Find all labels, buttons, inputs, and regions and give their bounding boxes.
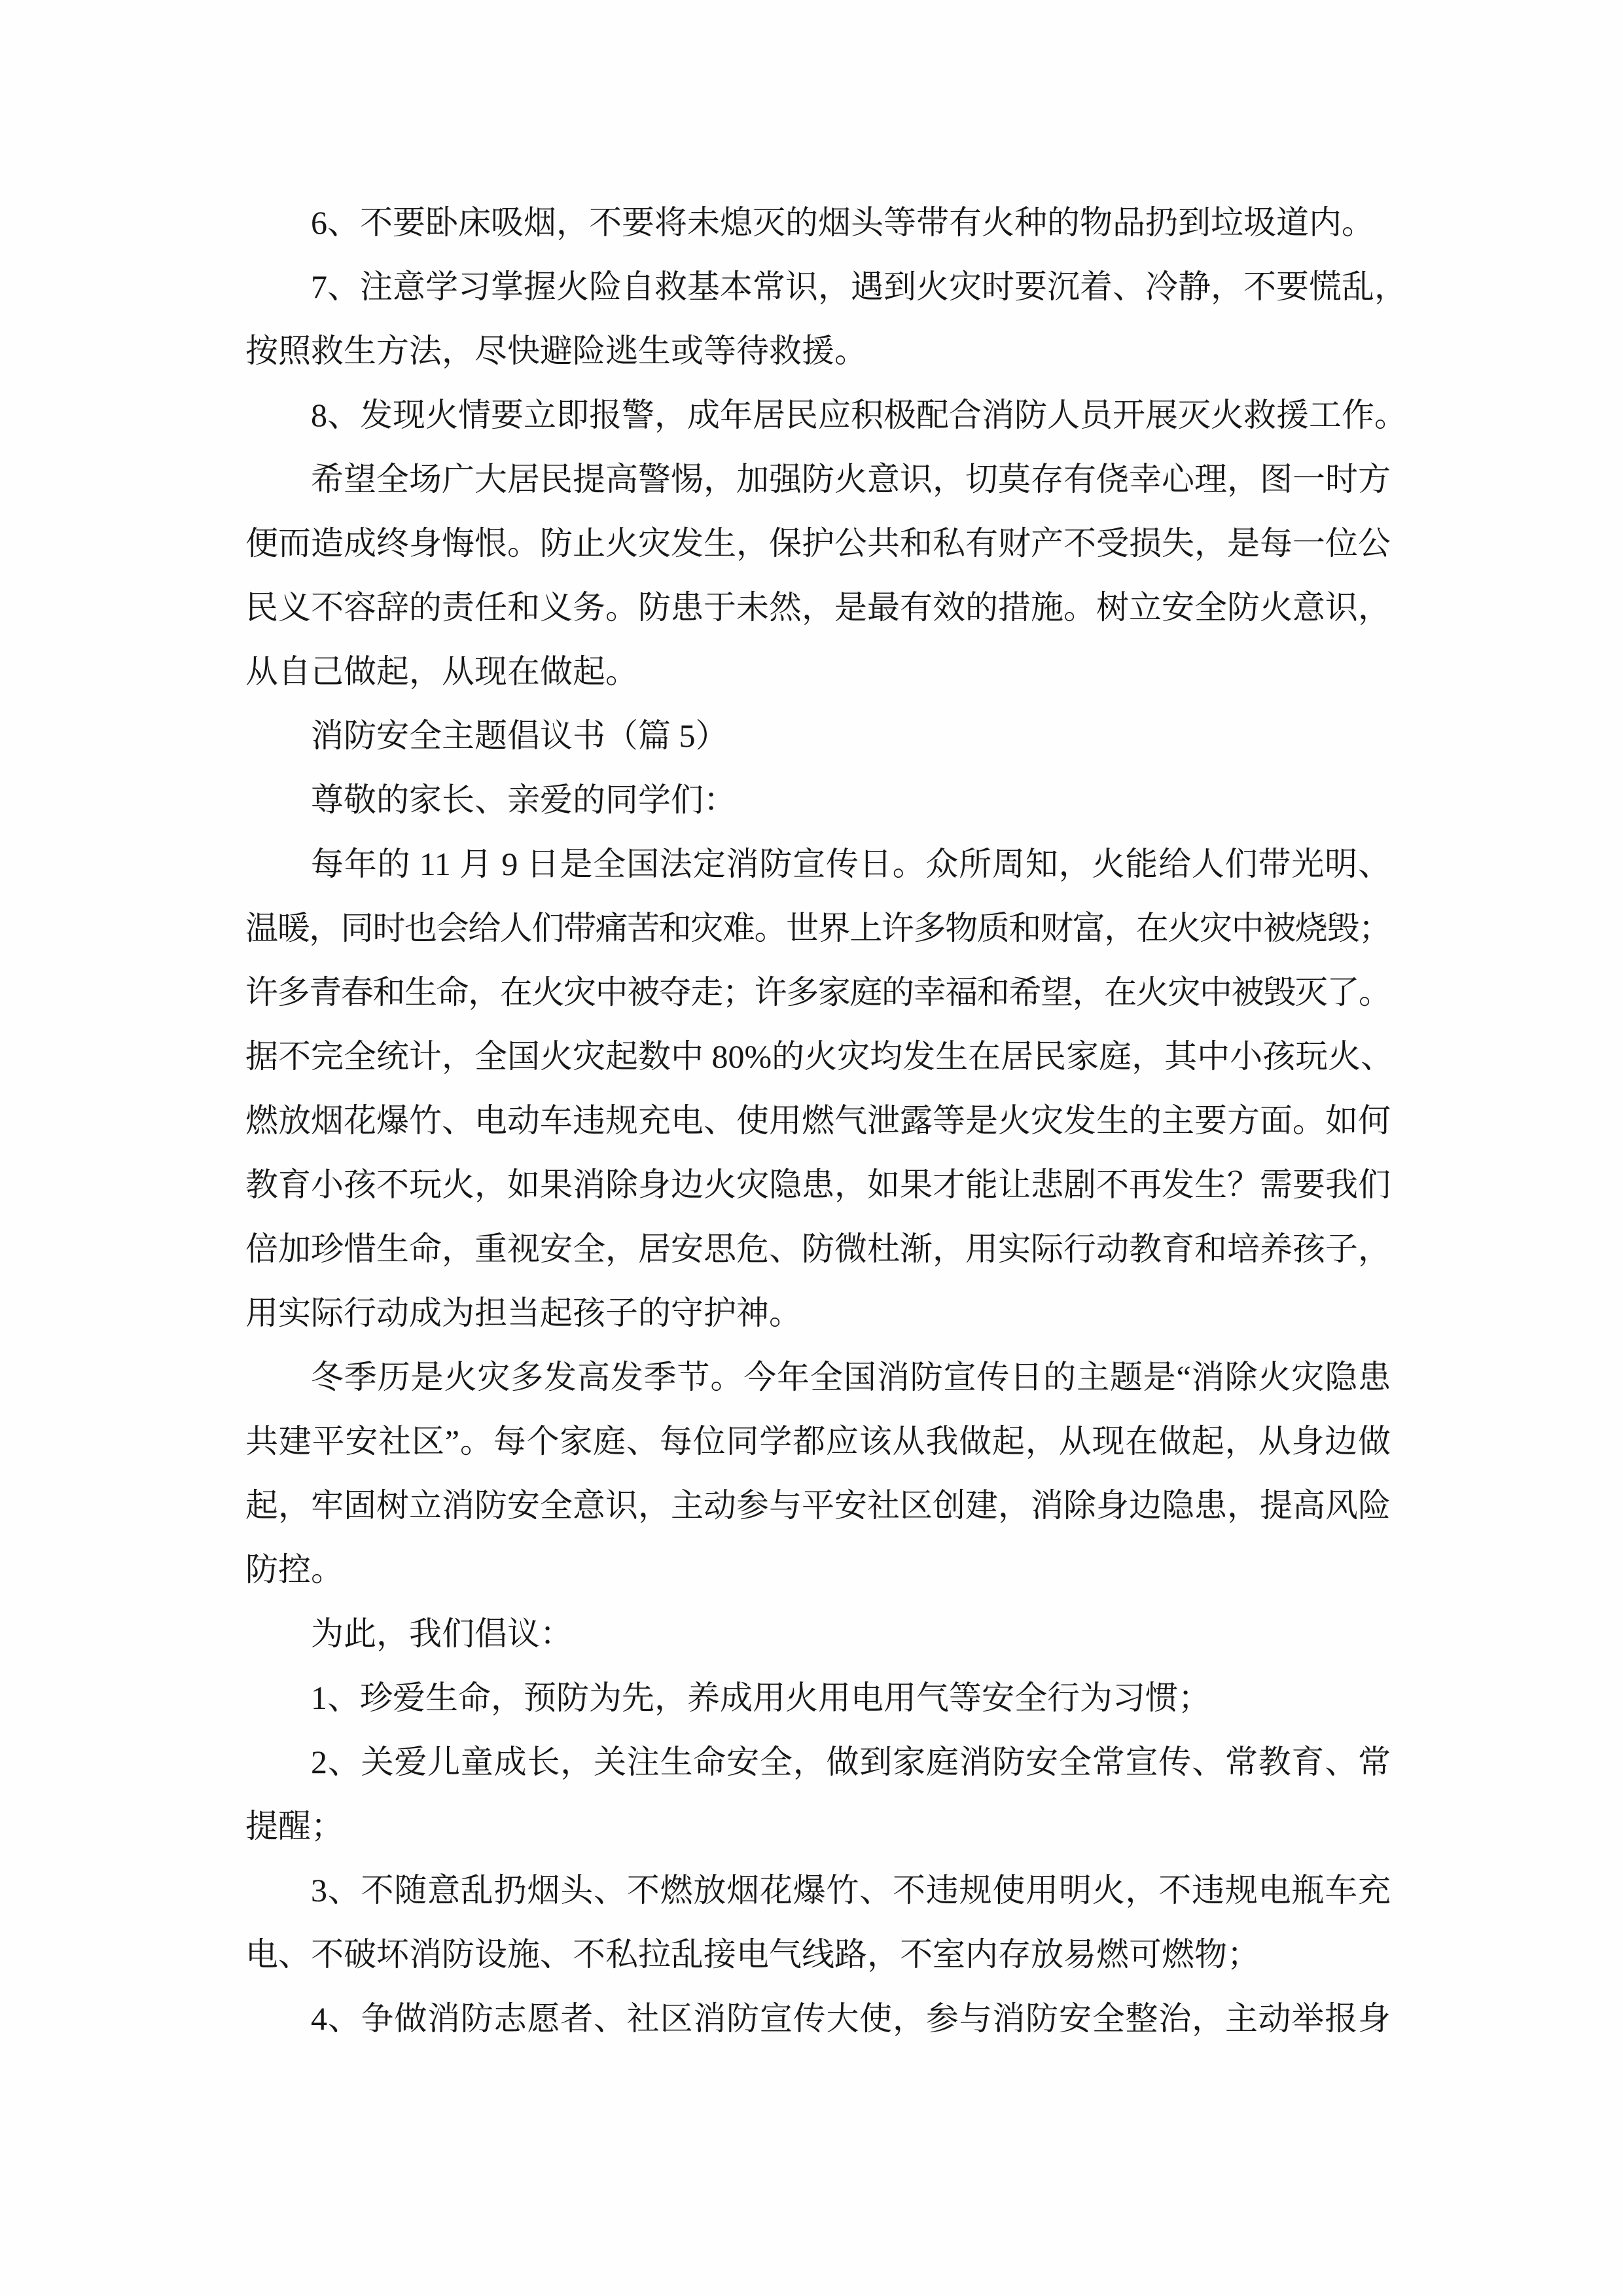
text-line: 希望全场广大居民提高警惕，加强防火意识，切莫存有侥幸心理，图一时方 [311,461,1391,497]
text-line: 许多青春和生命，在火灾中被夺走；许多家庭的幸福和希望，在火灾中被毁灭了。 [245,974,1391,1011]
text-line: 按照救生方法，尽快避险逃生或等待救援。 [245,332,867,369]
text-line: 4、争做消防志愿者、社区消防宣传大使，参与消防安全整治，主动举报身 [311,2000,1391,2037]
text-line: 尊敬的家长、亲爱的同学们： [311,781,736,818]
text-line: 共建平安社区”。每个家庭、每位同学都应该从我做起，从现在做起，从身边做 [245,1423,1391,1460]
text-line: 电、不破坏消防设施、不私拉乱接电气线路，不室内存放易燃可燃物； [245,1936,1260,1973]
document-body [245,190,1407,2051]
text-line: 1、珍爱生命，预防为先，养成用火用电用气等安全行为习惯； [311,1679,1211,1716]
text-line: 防控。 [245,1551,344,1588]
text-line: 冬季历是火灾多发高发季节。今年全国消防宣传日的主题是“消除火灾隐患 [311,1359,1391,1395]
text-line: 教育小孩不玩火，如果消除身边火灾隐患，如果才能让悲剧不再发生？需要我们 [245,1166,1391,1203]
text-line: 7、注意学习掌握火险自救基本常识，遇到火灾时要沉着、冷静，不要慌乱， [311,268,1407,305]
text-line: 8、发现火情要立即报警，成年居民应积极配合消防人员开展灭火救援工作。 [311,397,1407,433]
text-line: 便而造成终身悔恨。防止火灾发生，保护公共和私有财产不受损失，是每一位公 [245,525,1391,562]
text-line: 为此，我们倡议： [311,1615,573,1652]
text-line: 消防安全主题倡议书（篇 5） [311,717,728,754]
text-line: 民义不容辞的责任和义务。防患于未然，是最有效的措施。树立安全防火意识， [245,589,1391,626]
text-line: 2、关爱儿童成长，关注生命安全，做到家庭消防安全常宣传、常教育、常 [311,1744,1391,1780]
text-line: 据不完全统计，全国火灾起数中 80%的火灾均发生在居民家庭，其中小孩玩火、 [245,1038,1394,1075]
text-line: 燃放烟花爆竹、电动车违规充电、使用燃气泄露等是火灾发生的主要方面。如何 [245,1102,1391,1139]
text-line: 温暖，同时也会给人们带痛苦和灾难。世界上许多物质和财富，在火灾中被烧毁； [245,910,1391,946]
text-line: 从自己做起，从现在做起。 [245,653,638,690]
text-line: 起，牢固树立消防安全意识，主动参与平安社区创建，消除身边隐患，提高风险 [245,1487,1391,1524]
text-line: 倍加珍惜生命，重视安全，居安思危、防微杜渐，用实际行动教育和培养孩子， [245,1230,1391,1267]
text-line: 每年的 11 月 9 日是全国法定消防宣传日。众所周知，火能给人们带光明、 [311,846,1391,882]
text-line: 6、不要卧床吸烟，不要将未熄灭的烟头等带有火种的物品扔到垃圾道内。 [311,204,1374,241]
text-line: 3、不随意乱扔烟头、不燃放烟花爆竹、不违规使用明火，不违规电瓶车充 [311,1872,1391,1909]
text-line: 提醒； [245,1808,344,1844]
text-line: 用实际行动成为担当起孩子的守护神。 [245,1295,802,1331]
